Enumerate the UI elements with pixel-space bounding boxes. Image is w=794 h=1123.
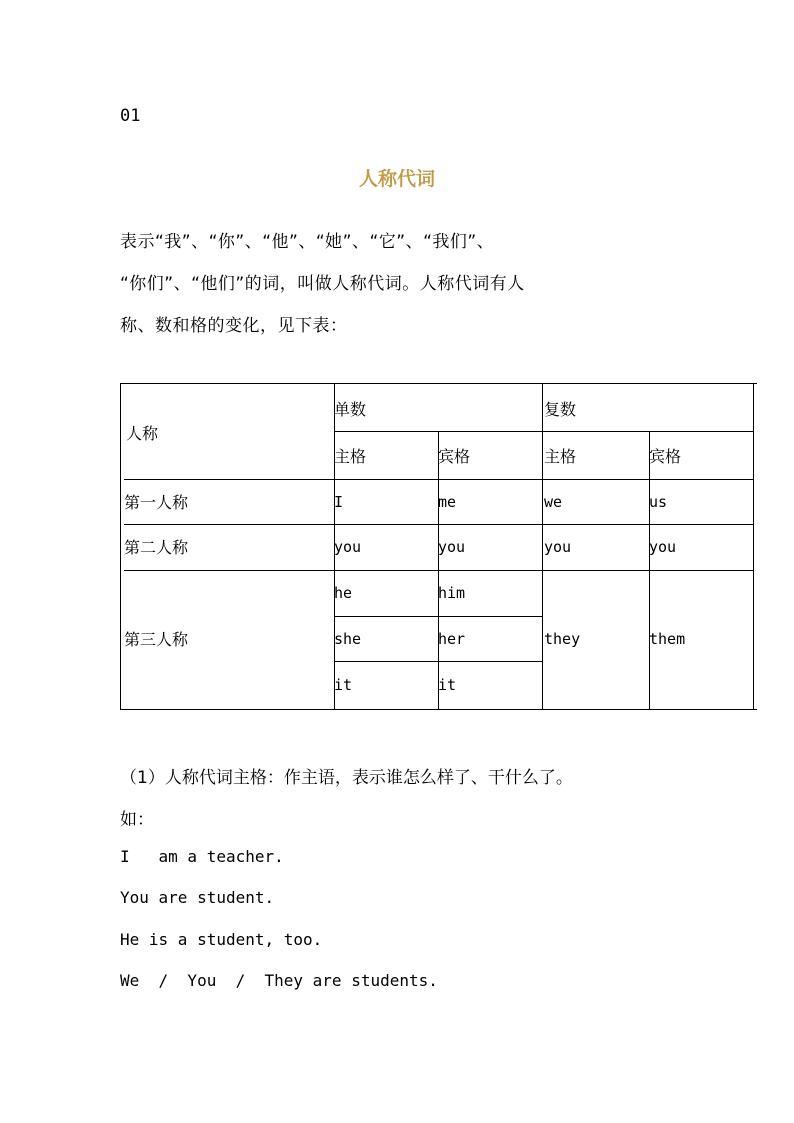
header-pl-objective: 宾格 xyxy=(649,447,682,466)
row3-sg-obj-him: him xyxy=(438,584,466,602)
header-person: 人称 xyxy=(126,424,159,443)
row2-person: 第二人称 xyxy=(124,538,189,557)
row3-sg-nom-he: he xyxy=(334,584,353,602)
example-line-2: You are student. xyxy=(120,888,275,907)
table-border-bottom xyxy=(120,709,757,710)
note-nominative: （1）人称代词主格：作主语，表示谁怎么样了、干什么了。 xyxy=(120,768,573,788)
header-sg-objective: 宾格 xyxy=(438,447,471,466)
page-title: 人称代词 xyxy=(358,168,435,190)
row3-person: 第三人称 xyxy=(124,630,189,649)
example-intro: 如： xyxy=(120,810,154,830)
header-sg-nominative: 主格 xyxy=(334,447,367,466)
example-line-3: He is a student, too. xyxy=(120,930,323,949)
header-singular: 单数 xyxy=(334,400,367,419)
row1-sg-obj: me xyxy=(438,493,457,511)
table-line-header-split xyxy=(334,431,753,432)
table-border-left xyxy=(120,383,121,709)
row1-person: 第一人称 xyxy=(124,493,189,512)
row1-sg-nom: I xyxy=(334,493,344,511)
table-line-col3 xyxy=(542,383,543,709)
row2-sg-nom: you xyxy=(334,538,362,556)
row1-pl-nom: we xyxy=(544,493,563,511)
section-number: 01 xyxy=(120,106,141,126)
intro-line-1: 表示“我”、“你”、“他”、“她”、“它”、“我们”、 xyxy=(120,232,495,252)
row2-pl-obj: you xyxy=(649,538,677,556)
row3-sg-nom-she: she xyxy=(334,630,362,648)
pronoun-table xyxy=(120,383,757,710)
table-line-col2 xyxy=(438,431,439,709)
example-line-4: We / You / They are students. xyxy=(120,971,438,990)
row3-sg-obj-it: it xyxy=(438,676,457,694)
row3-sg-obj-her: her xyxy=(438,630,466,648)
row2-pl-nom: you xyxy=(544,538,572,556)
header-plural: 复数 xyxy=(544,400,577,419)
header-pl-nominative: 主格 xyxy=(544,447,577,466)
intro-line-3: 称、数和格的变化，见下表： xyxy=(120,316,348,336)
intro-line-2: “你们”、“他们”的词，叫做人称代词。人称代词有人 xyxy=(120,274,525,294)
row3-pl-nom: they xyxy=(544,630,581,648)
example-line-1: I am a teacher. xyxy=(120,847,284,866)
table-border-top xyxy=(120,383,757,384)
row3-sg-nom-it: it xyxy=(334,676,353,694)
table-line-col4 xyxy=(649,431,650,709)
row1-pl-obj: us xyxy=(649,493,668,511)
row2-sg-obj: you xyxy=(438,538,466,556)
table-border-right xyxy=(753,383,754,709)
row3-pl-obj: them xyxy=(649,630,686,648)
